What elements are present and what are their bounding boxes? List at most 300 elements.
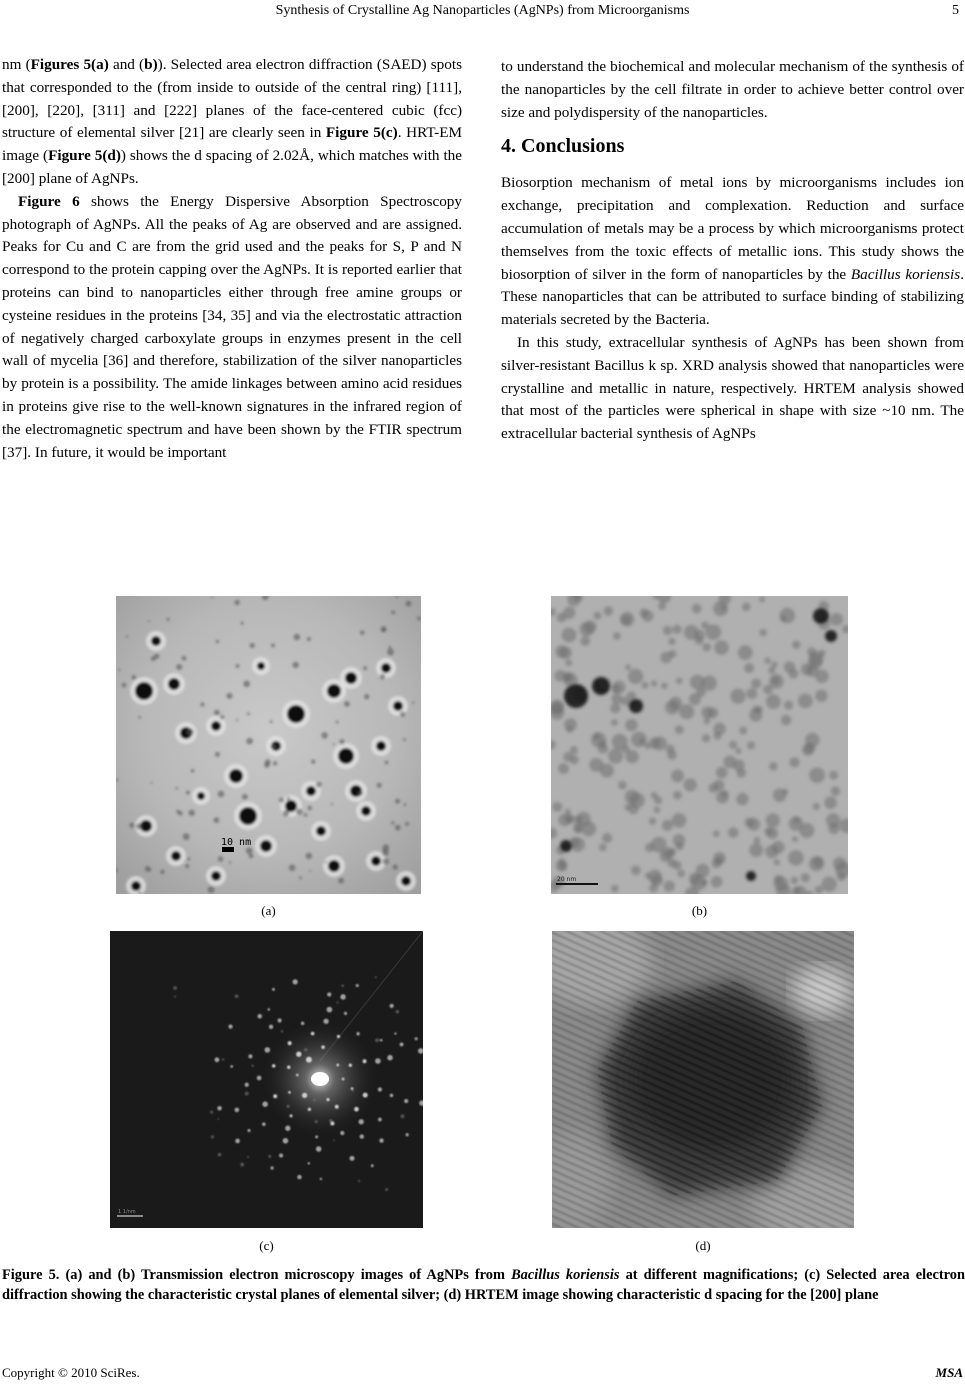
diffraction-spot: [360, 1134, 364, 1138]
nanoparticle: [338, 748, 354, 764]
diffraction-spot-faint: [401, 1114, 405, 1118]
figure-panel-b-tem-image: [551, 596, 848, 894]
diffraction-spot-faint: [358, 1180, 360, 1182]
nanoparticle-small: [299, 876, 302, 879]
nanoparticle: [651, 680, 657, 686]
nanoparticle: [613, 632, 621, 640]
panel-c-scale-label: 1 1/nm: [118, 1209, 136, 1215]
diffraction-spot-faint: [222, 1058, 224, 1060]
nanoparticle: [664, 881, 675, 892]
diffraction-spot-faint: [235, 994, 239, 998]
nanoparticle: [168, 678, 180, 690]
panel-a-label: (a): [261, 903, 276, 918]
section-heading-conclusions: 4. Conclusions: [501, 135, 625, 158]
diffraction-spot: [296, 1074, 299, 1077]
nanoparticle: [675, 725, 684, 734]
nanoparticle-small: [289, 865, 296, 872]
diffraction-spot: [287, 1066, 290, 1069]
nanoparticle-small: [145, 866, 151, 872]
diffraction-spot: [349, 1064, 352, 1067]
diffraction-spot-faint: [315, 1120, 318, 1123]
diffraction-spot: [235, 1139, 240, 1144]
diffraction-spot: [378, 1118, 382, 1122]
nanoparticle: [660, 850, 671, 861]
nanoparticle: [784, 701, 793, 710]
nanoparticle: [257, 662, 265, 670]
nanoparticle-small: [336, 720, 339, 723]
nanoparticle-small: [294, 634, 301, 641]
nanoparticle: [701, 879, 708, 886]
diffraction-spot: [315, 1135, 318, 1138]
nanoparticle: [728, 827, 739, 838]
nanoparticle: [131, 881, 141, 891]
nanoparticle-small: [403, 803, 406, 806]
nanoparticle-small: [307, 806, 312, 811]
diffraction-spot: [293, 979, 298, 984]
nanoparticle: [565, 659, 572, 666]
nanoparticle: [565, 809, 571, 815]
nanoparticle: [799, 823, 814, 838]
nanoparticle-small: [377, 783, 382, 788]
nanoparticle: [580, 622, 595, 637]
nanoparticle: [723, 756, 736, 769]
nanoparticle-small: [307, 637, 311, 641]
diffraction-spot: [327, 1007, 333, 1013]
nanoparticle: [625, 664, 631, 670]
footer-copyright: Copyright © 2010 SciRes.: [2, 1365, 140, 1380]
diffraction-spot-faint: [304, 1048, 307, 1051]
nanoparticle: [747, 741, 755, 749]
nanoparticle: [789, 757, 799, 767]
nanoparticle: [701, 706, 713, 718]
diffraction-spot: [327, 992, 331, 996]
nanoparticle: [361, 806, 371, 816]
nanoparticle-small: [387, 649, 394, 656]
diffraction-spot: [235, 1108, 240, 1113]
nanoparticle: [171, 851, 181, 861]
nanoparticle: [713, 732, 721, 740]
nanoparticle: [620, 697, 628, 705]
nanoparticle: [711, 876, 723, 888]
nanoparticle: [604, 606, 613, 615]
nanoparticle-small: [333, 743, 335, 745]
nanoparticle-small: [131, 675, 136, 680]
figure-5-caption: Figure 5. (a) and (b) Transmission electron microscopy images of AgNPs from Bacillus koriensis at different magnifications; (c) Selected area electron diffraction showing the characteristic crystal planes of elemental silver; (d) HRTEM image showing characteristic d spacing for the [200] plane: [2, 1267, 965, 1303]
nanoparticle-dark: [560, 840, 572, 852]
nanoparticle-small: [183, 833, 190, 840]
figure-panel-d-hrtem-image: [552, 931, 854, 1228]
nanoparticle: [589, 758, 603, 772]
nanoparticle: [833, 857, 846, 870]
nanoparticle: [813, 803, 820, 810]
nanoparticle: [642, 682, 649, 689]
nanoparticle: [328, 860, 340, 872]
diffraction-spot: [248, 1054, 252, 1058]
nanoparticle: [837, 872, 846, 881]
diffraction-spot: [257, 1076, 262, 1081]
nanoparticle: [792, 641, 800, 649]
nanoparticle-small: [187, 857, 190, 860]
nanoparticle: [792, 836, 798, 842]
diffraction-spot: [359, 1119, 364, 1124]
nanoparticle: [815, 690, 827, 702]
nanoparticle-small: [321, 732, 328, 739]
nanoparticle-small: [188, 810, 194, 816]
nanoparticle-small: [136, 823, 142, 829]
nanoparticle-small: [176, 787, 179, 790]
nanoparticle-small: [129, 823, 135, 829]
nanoparticle-small: [148, 620, 150, 622]
nanoparticle: [695, 636, 704, 645]
nanoparticle: [598, 744, 608, 754]
nanoparticle: [813, 856, 824, 867]
diffraction-spot-faint: [287, 1105, 290, 1108]
diffraction-spot: [301, 1022, 305, 1026]
nanoparticle: [780, 616, 786, 622]
nanoparticle-small: [211, 596, 213, 598]
nanoparticle: [798, 694, 813, 709]
nanoparticle: [702, 643, 711, 652]
diffraction-spot: [356, 984, 359, 987]
nanoparticle-small: [229, 861, 232, 864]
nanoparticle-small: [364, 694, 369, 699]
diffraction-spot: [415, 1037, 418, 1040]
nanoparticle: [562, 628, 577, 643]
nanoparticle: [654, 807, 661, 814]
nanoparticle: [713, 830, 720, 837]
diffraction-spot: [363, 1093, 368, 1098]
nanoparticle: [746, 688, 757, 699]
nanoparticle-small: [208, 886, 215, 893]
nanoparticle: [774, 875, 784, 885]
diffraction-spot: [308, 1108, 311, 1111]
nanoparticle-small: [395, 825, 401, 831]
diffraction-spot: [351, 1087, 354, 1090]
nanoparticle: [822, 877, 837, 892]
diffraction-spot: [406, 1133, 409, 1136]
nanoparticle: [287, 705, 305, 723]
nanoparticle-small: [358, 791, 363, 796]
nanoparticle: [673, 791, 682, 800]
nanoparticle: [285, 800, 297, 812]
nanoparticle: [667, 750, 677, 760]
nanoparticle-small: [218, 856, 224, 862]
nanoparticle: [563, 607, 575, 619]
nanoparticle-small: [382, 844, 389, 851]
diffraction-spot: [326, 1098, 329, 1101]
nanoparticle: [570, 755, 579, 764]
nanoparticle: [642, 610, 653, 621]
diffraction-spot: [228, 1025, 232, 1029]
nanoparticle-dark: [564, 684, 588, 708]
nanoparticle: [774, 859, 780, 865]
nanoparticle: [815, 886, 823, 894]
nanoparticle: [766, 813, 780, 827]
nanoparticle: [628, 669, 643, 684]
nanoparticle-small: [187, 729, 194, 736]
nanoparticle: [749, 843, 763, 857]
diffraction-spot: [321, 1045, 325, 1049]
nanoparticle: [706, 624, 722, 640]
nanoparticle-small: [383, 858, 389, 864]
nanoparticle-small: [185, 864, 189, 868]
footer-journal: MSA: [935, 1365, 963, 1380]
diffraction-spot: [247, 1129, 250, 1132]
diffraction-spot-faint: [218, 1153, 222, 1157]
nanoparticle-dark: [746, 871, 756, 881]
nanoparticle: [712, 859, 722, 869]
nanoparticle: [829, 771, 838, 780]
nanoparticle-small: [304, 813, 308, 817]
nanoparticle-small: [393, 864, 398, 869]
nanoparticle: [574, 825, 582, 833]
nanoparticle: [754, 837, 761, 844]
nanoparticle-small: [339, 739, 344, 744]
nanoparticle: [809, 767, 825, 783]
nanoparticle-small: [306, 853, 313, 860]
nanoparticle: [211, 871, 221, 881]
diffraction-spot-faint: [173, 986, 177, 990]
nanoparticle: [306, 786, 316, 796]
diffraction-spot: [302, 1093, 307, 1098]
nanoparticle-small: [182, 656, 187, 661]
page-number: 5: [952, 3, 959, 18]
diffraction-spot-faint: [247, 1156, 249, 1158]
diffraction-spot: [290, 1114, 293, 1117]
nanoparticle: [618, 781, 627, 790]
diffraction-spot: [257, 1014, 262, 1019]
nanoparticle: [566, 726, 573, 733]
diffraction-spot: [344, 1012, 347, 1015]
nanoparticle-small: [118, 669, 120, 671]
nanoparticle: [151, 636, 161, 646]
nanoparticle: [689, 873, 701, 885]
diffraction-spot: [269, 1025, 273, 1029]
diffraction-spot: [288, 1091, 291, 1094]
nanoparticle: [239, 807, 257, 825]
nanoparticle: [819, 650, 826, 657]
diffraction-spot: [378, 1087, 382, 1091]
nanoparticle: [765, 845, 778, 858]
nanoparticle: [742, 602, 751, 611]
nanoparticle: [401, 876, 411, 886]
nanoparticle-small: [214, 710, 220, 716]
nanoparticle-small: [395, 799, 400, 804]
diffraction-spot: [273, 1094, 277, 1098]
nanoparticle: [611, 885, 619, 893]
nanoparticle-dark: [592, 677, 610, 695]
nanoparticle: [135, 682, 153, 700]
nanoparticle-small: [406, 601, 412, 607]
nanoparticle: [555, 645, 568, 658]
diffraction-spot: [230, 1065, 233, 1068]
nanoparticle-small: [400, 711, 406, 717]
diffraction-spot: [271, 1166, 274, 1169]
nanoparticle: [631, 865, 641, 875]
nanoparticle: [788, 850, 804, 866]
nanoparticle: [672, 813, 687, 828]
diffraction-spot-faint: [375, 976, 377, 978]
nanoparticle: [739, 727, 747, 735]
nanoparticle-small: [325, 861, 327, 863]
diffraction-spot: [288, 1041, 292, 1045]
nanoparticle: [744, 663, 754, 673]
diffraction-spot: [379, 1138, 383, 1142]
nanoparticle: [801, 873, 810, 882]
nanoparticle-small: [279, 797, 284, 802]
nanoparticle: [692, 604, 702, 614]
nanoparticle: [751, 679, 761, 689]
nanoparticle-small: [246, 847, 253, 854]
nanoparticle: [622, 745, 630, 753]
figure-panel-a-tem-image: [116, 596, 421, 894]
nanoparticle-small: [405, 822, 409, 826]
diffraction-spot: [387, 1055, 393, 1061]
nanoparticle-small: [271, 643, 275, 647]
panel-c-label: (c): [259, 1238, 274, 1253]
nanoparticle: [327, 684, 341, 698]
nanoparticle: [763, 685, 773, 695]
diffraction-spot: [390, 1004, 394, 1008]
nanoparticle-small: [247, 712, 250, 715]
nanoparticle: [696, 687, 706, 697]
nanoparticle: [669, 650, 677, 658]
nanoparticle: [662, 820, 673, 831]
diffraction-spot-faint: [329, 1119, 333, 1123]
nanoparticle-small: [264, 762, 270, 768]
nanoparticle-small: [234, 600, 239, 605]
nanoparticle: [602, 833, 612, 843]
nanoparticle: [649, 737, 661, 749]
nanoparticle: [784, 661, 796, 673]
nanoparticle-small: [216, 640, 219, 643]
nanoparticle: [672, 625, 681, 634]
nanoparticle-small: [309, 870, 311, 872]
diffraction-spot-faint: [210, 1111, 213, 1114]
nanoparticle-small: [242, 794, 248, 800]
nanoparticle-small: [271, 744, 276, 749]
diffraction-spot-faint: [281, 1030, 283, 1032]
diffraction-spot: [215, 1057, 220, 1062]
paragraph-conclusions-1: Biosorption mechanism of metal ions by microorganisms includes ion exchange, precipitation and complexation. Reduction and surface accumulation of metals may be a process by which microorganisms protect themselves from the toxic effects of metallic ions. This study shows the biosorption of silver in the form of nanoparticles by the Bacillus koriensis. These nanoparticles that can be attributed to surface binding of stabilizing materials secreted by the Bacteria.: [501, 174, 964, 329]
diffraction-spot: [335, 1105, 339, 1109]
nanoparticle-small: [360, 630, 365, 635]
nanoparticle: [611, 719, 618, 726]
nanoparticle-small: [200, 703, 204, 707]
nanoparticle-small: [382, 629, 386, 633]
nanoparticle-small: [417, 616, 421, 620]
diffraction-spot: [342, 1078, 345, 1081]
nanoparticle: [730, 689, 745, 704]
nanoparticle: [661, 682, 668, 689]
nanoparticle: [645, 872, 651, 878]
nanoparticle: [749, 709, 762, 722]
nanoparticle: [669, 697, 682, 710]
diffraction-spot-faint: [352, 1090, 354, 1092]
nanoparticle-small: [391, 610, 395, 614]
diffraction-spot-faint: [333, 1139, 335, 1141]
nanoparticle: [371, 856, 381, 866]
diffraction-spot: [278, 1018, 282, 1022]
nanoparticle: [773, 788, 786, 801]
nanoparticle-small: [391, 821, 394, 824]
nanoparticle: [563, 672, 573, 682]
nanoparticle: [828, 823, 839, 834]
nanoparticle-small: [385, 761, 389, 765]
nanoparticle-small: [226, 693, 232, 699]
diffraction-spot: [285, 1126, 290, 1131]
panel-a-scale-label: 10 nm: [221, 837, 252, 848]
nanoparticle-dark: [813, 608, 829, 624]
nanoparticle-small: [316, 782, 322, 788]
diffraction-spot-faint: [245, 1092, 249, 1096]
nanoparticle: [229, 769, 243, 783]
nanoparticle: [676, 677, 683, 684]
nanoparticle-small: [160, 870, 165, 875]
nanoparticle-small: [380, 674, 385, 679]
diffraction-spot-faint: [174, 996, 176, 998]
nanoparticle: [771, 677, 779, 685]
nanoparticle: [808, 654, 822, 668]
diffraction-spot-faint: [396, 1010, 400, 1014]
nanoparticle-small: [176, 664, 182, 670]
nanoparticle: [702, 734, 710, 742]
nanoparticle: [658, 602, 666, 610]
nanoparticle: [663, 626, 672, 635]
nanoparticle: [735, 748, 741, 754]
diffraction-spot: [356, 1032, 359, 1035]
nanoparticle-small: [388, 646, 391, 649]
nanoparticle-small: [249, 853, 254, 858]
nanoparticle-small: [220, 715, 224, 719]
diffraction-spot: [245, 1083, 249, 1087]
nanoparticle: [654, 796, 662, 804]
nanoparticle: [759, 596, 765, 602]
diffraction-spot: [272, 988, 275, 991]
nanoparticle: [558, 814, 570, 826]
left-column: [2, 54, 462, 464]
nanoparticle: [759, 629, 767, 637]
nanoparticle-small: [246, 738, 253, 745]
nanoparticle-small: [273, 761, 278, 766]
nanoparticle-small: [250, 643, 255, 648]
nanoparticle: [593, 612, 601, 620]
diffraction-spot-faint: [211, 1135, 214, 1138]
diffraction-spot: [306, 1057, 312, 1063]
diffraction-spot: [283, 1138, 289, 1144]
nanoparticle: [704, 718, 711, 725]
nanoparticle: [824, 796, 837, 809]
nanoparticle: [197, 792, 205, 800]
nanoparticle: [628, 804, 638, 814]
diffraction-spot: [336, 1064, 339, 1067]
diffraction-spot-faint: [313, 1099, 316, 1102]
nanoparticle: [791, 877, 799, 885]
panel-b-label: (b): [691, 903, 708, 918]
nanoparticle: [684, 778, 697, 791]
nanoparticle-small: [292, 662, 298, 668]
diffraction-spot: [311, 1032, 315, 1036]
right-column: [501, 56, 964, 446]
diffraction-spot: [390, 1094, 394, 1098]
nanoparticle-small: [186, 790, 190, 794]
nanoparticle-small: [191, 769, 195, 773]
nanoparticle-small: [241, 622, 244, 625]
nanoparticle: [830, 613, 843, 626]
nanoparticle: [381, 663, 391, 673]
diffraction-spot: [323, 1019, 328, 1024]
diffraction-spot: [265, 1047, 271, 1053]
